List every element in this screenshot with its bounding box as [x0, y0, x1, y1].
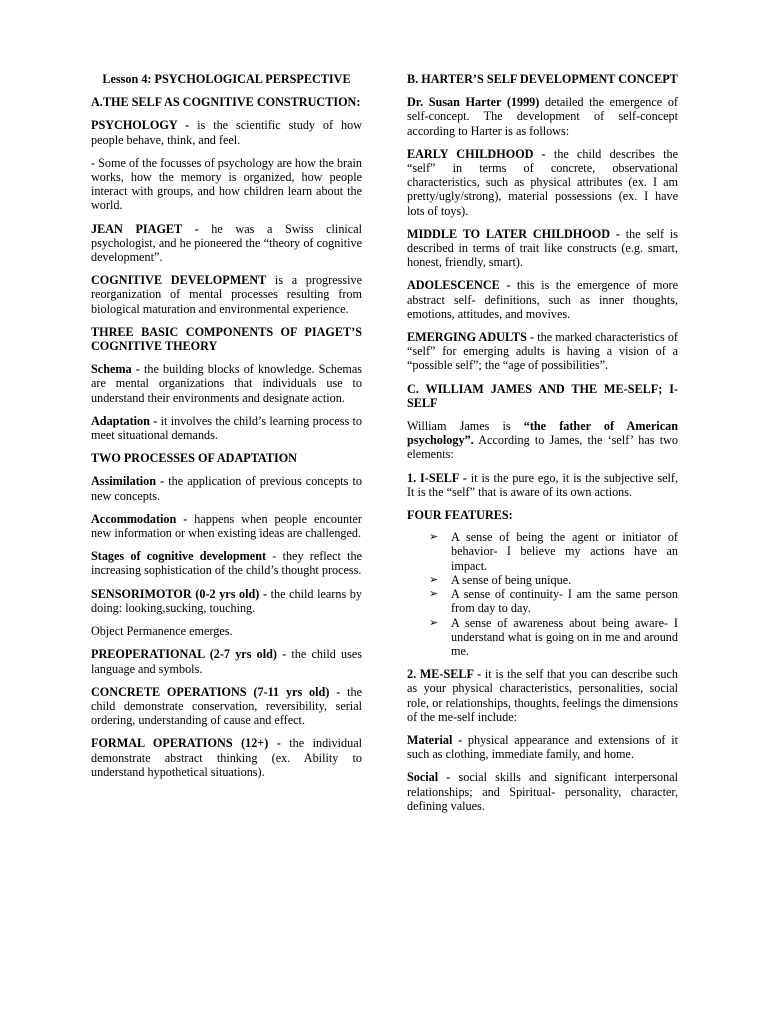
i-self-term: 1. I-SELF -	[407, 470, 467, 485]
adolescence-term: ADOLESCENCE -	[407, 278, 511, 293]
concrete-operations-paragraph	[91, 685, 362, 728]
adaptation-term: Adaptation -	[91, 413, 158, 428]
i-self-paragraph	[407, 471, 678, 499]
william-james-intro: William James is	[407, 419, 524, 434]
assimilation-definition: the application of previous concepts to new concepts.	[91, 474, 363, 503]
stages-term: Stages of cognitive development	[91, 549, 267, 564]
schema-paragraph	[91, 362, 362, 405]
harter-definition: detailed the emergence of self-concept. The development of self-concept according to Harter is as follows:	[407, 95, 678, 138]
i-self-definition: it is the pure ego, it is the subjective self, It is the “self” that is aware of its own actions.	[407, 470, 679, 499]
accommodation-term: Accommodation -	[91, 511, 188, 526]
social-paragraph	[407, 770, 678, 813]
feature-text: A sense of being the agent or initiator of behavior- I believe my actions have an impact.	[451, 530, 678, 573]
me-self-paragraph	[407, 667, 678, 724]
two-processes-heading: TWO PROCESSES OF ADAPTATION	[91, 451, 297, 466]
list-item	[429, 573, 678, 587]
preoperational-term: PREOPERATIONAL (2-7 yrs old) -	[91, 647, 287, 662]
assimilation-term: Assimilation -	[91, 474, 165, 489]
adolescence-paragraph	[407, 278, 678, 321]
focuses-paragraph: - Some of the focusses of psychology are how the brain works, how the memory is organized, how people interact with groups, and how children learn about the world.	[91, 155, 362, 213]
early-childhood-paragraph	[407, 147, 678, 218]
section-a-heading: A.THE SELF AS COGNITIVE CONSTRUCTION:	[91, 95, 361, 110]
emerging-adults-definition: the marked characteristics of “self” for emerging adults is having a vision of a “possible self”; the “age of possibilities”.	[407, 330, 678, 373]
piaget-definition: he was a Swiss clinical psychologist, and he pioneered the “theory of cognitive development”.	[91, 221, 362, 265]
list-item	[429, 587, 678, 615]
stages-definition: - they reflect the increasing sophistication of the child’s thought process.	[91, 549, 362, 578]
formal-operations-definition: the individual demonstrate abstract thinking (ex. Ability to understand hypothetical situations).	[91, 736, 363, 779]
cognitive-development-paragraph	[91, 273, 362, 316]
sensorimotor-definition: the child learns by doing: looking,sucking, touching.	[91, 586, 362, 615]
arrow-bullet-icon: ➢	[429, 530, 439, 544]
concrete-operations-term: CONCRETE OPERATIONS (7-11 yrs old) -	[91, 684, 341, 699]
assimilation-paragraph	[91, 474, 362, 502]
piaget-paragraph	[91, 222, 362, 265]
feature-text: A sense of being unique.	[451, 572, 572, 587]
preoperational-paragraph	[91, 647, 362, 675]
arrow-bullet-icon: ➢	[429, 587, 439, 601]
formal-operations-term: FORMAL OPERATIONS (12+) -	[91, 736, 281, 751]
arrow-bullet-icon: ➢	[429, 615, 439, 629]
early-childhood-term: EARLY CHILDHOOD -	[407, 146, 546, 161]
psychology-term: PSYCHOLOGY -	[91, 118, 190, 133]
william-james-title: “the father of American psychology”.	[407, 419, 678, 448]
material-term: Material -	[407, 732, 463, 747]
early-childhood-definition: the child describes the “self” in terms of concrete, observational characteristics, such as physical attributes (ex. I am pretty/ugly/strong), material possessions (ex. I have lots of toys).	[407, 146, 678, 218]
section-b-heading: B. HARTER’S SELF DEVELOPMENT CONCEPT	[407, 72, 678, 86]
harter-term: Dr. Susan Harter (1999)	[407, 95, 540, 110]
sensorimotor-term: SENSORIMOTOR (0-2 yrs old) -	[91, 586, 268, 601]
emerging-adults-paragraph	[407, 330, 678, 373]
schema-definition: the building blocks of knowledge. Schemas are mental organizations that individuals use to understand their environments and designate action.	[91, 362, 362, 405]
me-self-definition: it is the self that you can describe such as your physical characteristics, personalities, social role, or relationships, thoughts, feelings the dimensions of the me-self include:	[407, 667, 678, 724]
list-item	[429, 616, 678, 659]
cognitive-development-term: COGNITIVE DEVELOPMENT	[91, 273, 267, 288]
social-definition: social skills and significant interpersonal relationships; and Spiritual- personality, character, defining values.	[407, 770, 678, 813]
psychology-paragraph	[91, 118, 362, 146]
preoperational-definition: the child uses language and symbols.	[91, 647, 362, 676]
william-james-rest: According to James, the ‘self’ has two elements:	[407, 433, 678, 462]
adaptation-paragraph	[91, 414, 362, 442]
middle-childhood-definition: the self is described in terms of trait like constructs (e.g. smart, honest, friendly, smart).	[407, 226, 678, 270]
adolescence-definition: this is the emergence of more abstract self- definitions, such as inner thoughts, emotions, attitudes, and movives.	[407, 278, 679, 321]
accommodation-definition: happens when people encounter new information or when existing ideas are challenged.	[91, 511, 362, 541]
stages-paragraph	[91, 549, 362, 577]
arrow-bullet-icon: ➢	[429, 572, 439, 586]
three-components-heading: THREE BASIC COMPONENTS OF PIAGET’S COGNITIVE THEORY	[91, 324, 362, 354]
feature-text: A sense of awareness about being aware- I understand what is going on in me and around me.	[451, 615, 678, 658]
four-features-heading: FOUR FEATURES:	[407, 508, 513, 523]
social-term: Social -	[407, 770, 451, 785]
piaget-term: JEAN PIAGET -	[91, 221, 199, 236]
formal-operations-paragraph	[91, 736, 362, 779]
middle-childhood-paragraph	[407, 227, 678, 270]
emerging-adults-term: EMERGING ADULTS -	[407, 330, 535, 345]
object-permanence-paragraph: Object Permanence emerges.	[91, 624, 233, 639]
adaptation-definition: it involves the child’s learning process to meet situational demands.	[91, 413, 363, 443]
lesson-title: Lesson 4: PSYCHOLOGICAL PERSPECTIVE	[102, 72, 351, 86]
cognitive-development-definition: is a progressive reorganization of mental processes resulting from biological maturation and environmental experience.	[91, 273, 362, 316]
sensorimotor-paragraph	[91, 587, 362, 615]
harter-paragraph	[407, 95, 678, 138]
right-column	[407, 72, 678, 822]
list-item	[429, 530, 678, 573]
accommodation-paragraph	[91, 512, 362, 540]
concrete-operations-definition: the child demonstrate conservation, reversibility, serial ordering, understanding of cause and effect.	[91, 684, 363, 728]
schema-term: Schema -	[91, 362, 140, 377]
material-definition: physical appearance and extensions of it such as clothing, immediate family, and home.	[407, 732, 679, 762]
section-c-heading: C. WILLIAM JAMES AND THE ME-SELF; I-SELF	[407, 381, 678, 410]
psychology-definition: is the scientific study of how people behave, think, and feel.	[91, 118, 363, 147]
me-self-term: 2. ME-SELF -	[407, 667, 482, 682]
feature-text: A sense of continuity- I am the same person from day to day.	[451, 587, 678, 616]
material-paragraph	[407, 733, 678, 761]
middle-childhood-term: MIDDLE TO LATER CHILDHOOD -	[407, 226, 620, 241]
features-list	[407, 530, 678, 658]
william-james-paragraph	[407, 419, 678, 462]
left-column	[91, 72, 362, 788]
